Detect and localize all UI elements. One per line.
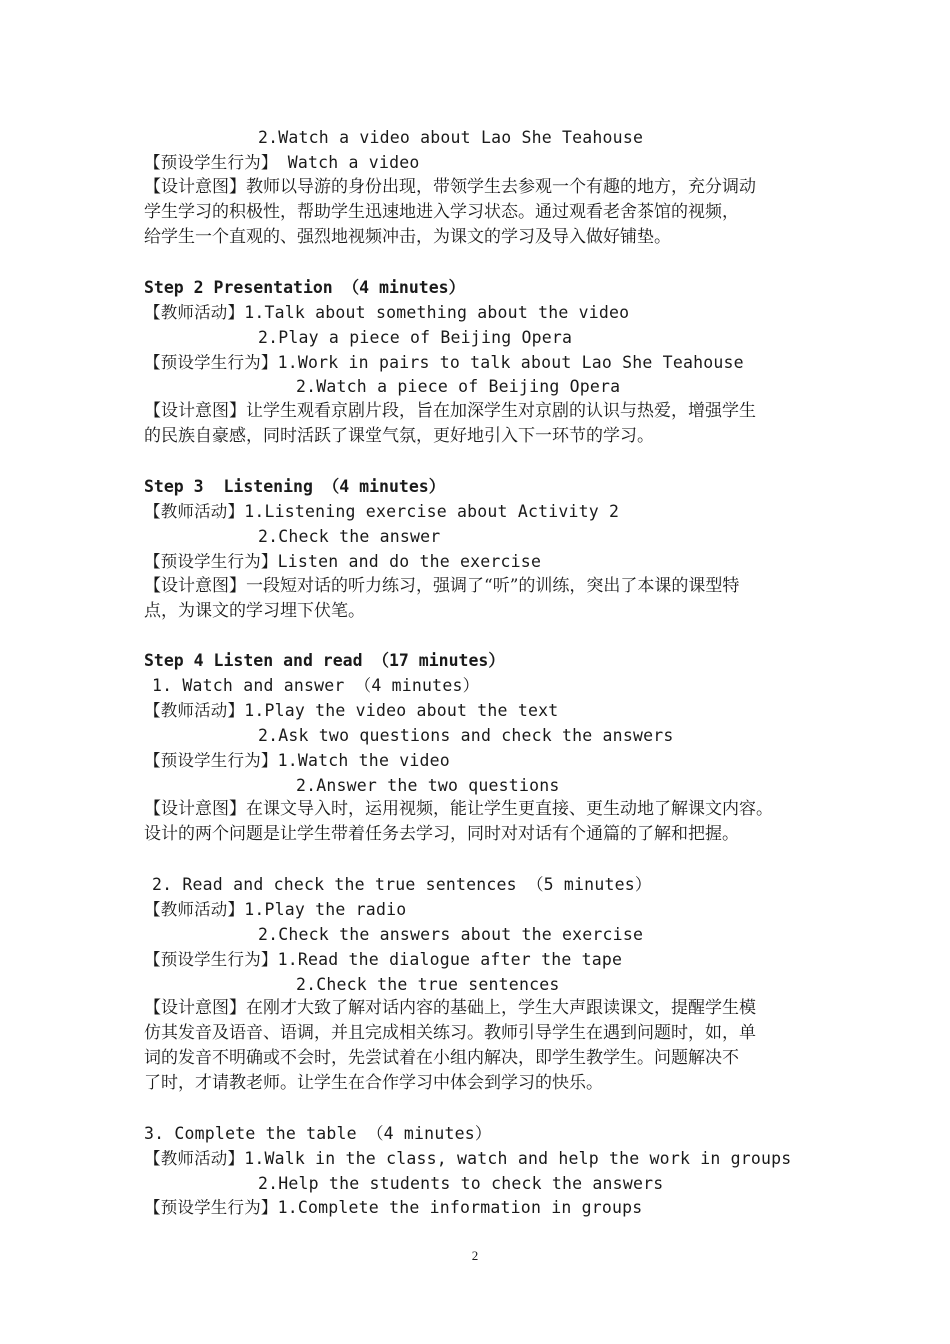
text-line: 【教师活动】1.Play the radio	[144, 900, 407, 919]
text-line: 【预设学生行为】1.Watch the video	[144, 751, 450, 770]
text-line: 词的发音不明确或不会时，先尝试着在小组内解决，即学生教学生。问题解决不	[144, 1048, 739, 1068]
text-line: 了时，才请教老师。让学生在合作学习中体会到学习的快乐。	[144, 1073, 603, 1093]
subsection-heading: 1. Watch and answer （4 minutes）	[152, 676, 480, 695]
text-line: 【教师活动】1.Play the video about the text	[144, 701, 559, 720]
text-line: 学生学习的积极性，帮助学生迅速地进入学习状态。通过观看老舍茶馆的视频，	[144, 202, 739, 222]
text-line: 【预设学生行为】1.Work in pairs to talk about Lao She Teahouse	[144, 353, 744, 372]
text-line: 【设计意图】教师以导游的身份出现，带领学生去参观一个有趣的地方，充分调动	[144, 177, 756, 197]
text-line: 【设计意图】在课文导入时，运用视频，能让学生更直接、更生动地了解课文内容。	[144, 799, 773, 819]
text-line: 【预设学生行为】 Watch a video	[144, 153, 420, 172]
text-line: 2.Help the students to check the answers	[258, 1174, 664, 1193]
text-line: 【设计意图】在刚才大致了解对话内容的基础上，学生大声跟读课文，提醒学生模	[144, 998, 756, 1018]
text-line: 【设计意图】一段短对话的听力练习，强调了“听”的训练，突出了本课的课型特	[144, 576, 740, 596]
text-line: 【设计意图】让学生观看京剧片段，旨在加深学生对京剧的认识与热爱，增强学生	[144, 401, 756, 421]
text-line: 2.Check the answers about the exercise	[258, 925, 644, 944]
section-heading: Step 3 Listening （4 minutes）	[144, 477, 446, 496]
text-line: 2.Play a piece of Beijing Opera	[258, 328, 573, 347]
text-line: 2.Watch a piece of Beijing Opera	[296, 377, 621, 396]
page-number: 2	[471, 1248, 479, 1263]
text-line: 2.Check the answer	[258, 527, 441, 546]
text-line: 2.Watch a video about Lao She Teahouse	[258, 128, 644, 147]
subsection-heading: 3. Complete the table （4 minutes）	[144, 1124, 492, 1143]
subsection-heading: 2. Read and check the true sentences （5 minutes）	[152, 875, 652, 894]
text-line: 【教师活动】1.Talk about something about the video	[144, 303, 630, 322]
text-line: 【预设学生行为】Listen and do the exercise	[144, 552, 542, 571]
text-line: 2.Answer the two questions	[296, 776, 560, 795]
text-line: 的民族自豪感，同时活跃了课堂气氛，更好地引入下一环节的学习。	[144, 426, 654, 446]
text-line: 仿其发音及语音、语调，并且完成相关练习。教师引导学生在遇到问题时，如，单	[144, 1023, 756, 1043]
text-line: 【教师活动】1.Listening exercise about Activity 2	[144, 502, 620, 521]
text-line: 【预设学生行为】1.Complete the information in groups	[144, 1198, 643, 1217]
text-line: 【教师活动】1.Walk in the class, watch and help the work in groups	[144, 1149, 792, 1168]
section-heading: Step 4 Listen and read （17 minutes）	[144, 651, 505, 670]
text-line: 【预设学生行为】1.Read the dialogue after the tape	[144, 950, 623, 969]
text-line: 2.Check the true sentences	[296, 975, 560, 994]
text-line: 设计的两个问题是让学生带着任务去学习，同时对对话有个通篇的了解和把握。	[144, 824, 739, 844]
text-line: 点，为课文的学习埋下伏笔。	[144, 601, 365, 621]
text-line: 给学生一个直观的、强烈地视频冲击，为课文的学习及导入做好铺垫。	[144, 227, 671, 247]
section-heading: Step 2 Presentation （4 minutes）	[144, 278, 466, 297]
text-line: 2.Ask two questions and check the answers	[258, 726, 674, 745]
